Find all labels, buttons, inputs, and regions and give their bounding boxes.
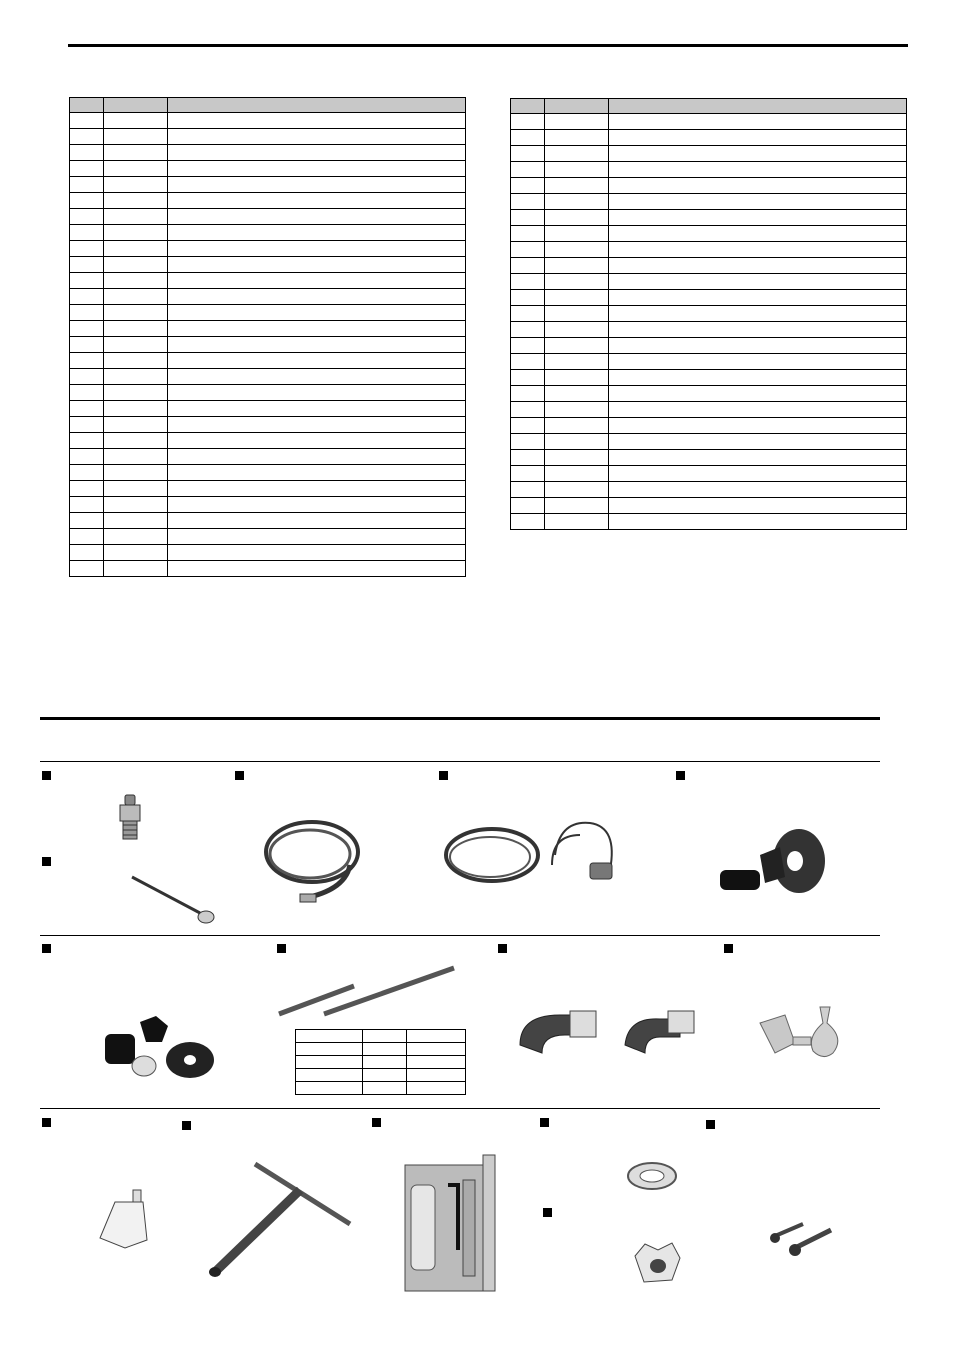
table-cell: [70, 321, 104, 337]
table-cell: [511, 370, 545, 386]
table-cell: [70, 193, 104, 209]
table-cell: [511, 386, 545, 402]
table-row: [511, 178, 907, 194]
table-cell: [168, 321, 466, 337]
table-cell: [70, 289, 104, 305]
table-row: [70, 177, 466, 193]
fuel-clunk-image: [95, 1190, 155, 1250]
table-cell: [70, 417, 104, 433]
table-cell: [104, 241, 168, 257]
needle-valve-image: [130, 873, 220, 928]
lock-washer-image: [625, 1160, 680, 1192]
table-cell: [545, 178, 609, 194]
table-cell: [609, 114, 907, 130]
item-marker: [235, 771, 244, 780]
table-cell: [168, 433, 466, 449]
table-cell: [609, 306, 907, 322]
table-row: [511, 482, 907, 498]
table-cell: [363, 1069, 407, 1082]
table-cell: [104, 289, 168, 305]
table-row: [70, 145, 466, 161]
table-cell: [511, 290, 545, 306]
table-row: [296, 1069, 466, 1082]
table-cell: [609, 498, 907, 514]
table-cell: [545, 146, 609, 162]
table-cell: [609, 402, 907, 418]
table-cell: [511, 306, 545, 322]
table-row: [70, 257, 466, 273]
table-row: [70, 161, 466, 177]
table-cell: [168, 257, 466, 273]
table-cell: [609, 418, 907, 434]
table-cell: [168, 465, 466, 481]
table-row: [70, 545, 466, 561]
table-row: [296, 1056, 466, 1069]
table-cell: [609, 466, 907, 482]
table-cell: [104, 337, 168, 353]
table-cell: [296, 1082, 363, 1095]
table-cell: [104, 385, 168, 401]
table-cell: [609, 514, 907, 530]
item-marker: [439, 771, 448, 780]
table-cell: [609, 210, 907, 226]
table-cell: [70, 257, 104, 273]
table-cell: [545, 354, 609, 370]
table-cell: [545, 114, 609, 130]
table-cell: [104, 193, 168, 209]
table-cell: [545, 322, 609, 338]
table-cell: [104, 113, 168, 129]
table-cell: [168, 305, 466, 321]
table-cell: [70, 449, 104, 465]
parts-table-left: [69, 97, 466, 577]
table-cell: [104, 401, 168, 417]
table-cell: [511, 514, 545, 530]
table-row: [70, 225, 466, 241]
table-cell: [104, 145, 168, 161]
table-row: [70, 417, 466, 433]
table-cell: [609, 434, 907, 450]
table-row: [511, 498, 907, 514]
table-row: [70, 353, 466, 369]
table-cell: [609, 290, 907, 306]
table-cell: [168, 369, 466, 385]
table-cell: [168, 561, 466, 577]
table-row: [70, 481, 466, 497]
row-divider: [40, 1108, 880, 1109]
table-cell: [168, 225, 466, 241]
table-row: [511, 434, 907, 450]
table-cell: [104, 545, 168, 561]
table-cell: [104, 417, 168, 433]
table-row: [70, 385, 466, 401]
item-marker: [498, 944, 507, 953]
table-cell: [104, 449, 168, 465]
table-cell: [511, 338, 545, 354]
item-marker: [42, 944, 51, 953]
table-row: [511, 130, 907, 146]
table-cell: [296, 1056, 363, 1069]
table-cell: [296, 1043, 363, 1056]
table-cell: [609, 258, 907, 274]
table-cell: [511, 162, 545, 178]
table-cell: [511, 210, 545, 226]
elbow-fitting-image: [510, 1005, 705, 1065]
item-marker: [182, 1121, 191, 1130]
table-row: [511, 194, 907, 210]
table-cell: [168, 353, 466, 369]
table-row: [70, 113, 466, 129]
table-cell: [70, 465, 104, 481]
table-row: [70, 273, 466, 289]
table-row: [511, 354, 907, 370]
table-cell: [545, 306, 609, 322]
table-cell: [70, 497, 104, 513]
table-cell: [104, 209, 168, 225]
table-cell: [70, 305, 104, 321]
table-cell: [70, 113, 104, 129]
table-cell: [363, 1043, 407, 1056]
table-cell: [70, 241, 104, 257]
table-row: [70, 401, 466, 417]
table-cell: [407, 1082, 466, 1095]
table-cell: [296, 1069, 363, 1082]
table-cell: [70, 401, 104, 417]
table-row: [511, 274, 907, 290]
table-row: [511, 226, 907, 242]
table-row: [70, 529, 466, 545]
table-cell: [407, 1030, 466, 1043]
table-cell: [545, 162, 609, 178]
prop-adapter-image: [100, 1012, 215, 1082]
table-cell: [70, 161, 104, 177]
table-cell: [545, 466, 609, 482]
pushrod-image: [274, 962, 464, 1022]
table-row: [70, 449, 466, 465]
table-cell: [104, 177, 168, 193]
table-cell: [70, 561, 104, 577]
table-cell: [70, 369, 104, 385]
table-cell: [70, 385, 104, 401]
table-row: [511, 114, 907, 130]
table-cell: [363, 1030, 407, 1043]
table-cell: [511, 178, 545, 194]
table-cell: [70, 545, 104, 561]
item-marker: [42, 771, 51, 780]
table-cell: [407, 1069, 466, 1082]
parts-table-right: [510, 98, 907, 530]
table-cell: [545, 482, 609, 498]
item-marker: [724, 944, 733, 953]
table-row: [70, 193, 466, 209]
table-cell: [511, 498, 545, 514]
table-cell: [511, 322, 545, 338]
table-cell: [511, 274, 545, 290]
table-row: [511, 466, 907, 482]
table-row: [70, 241, 466, 257]
table-cell: [545, 418, 609, 434]
table-row: [511, 258, 907, 274]
table-cell: [168, 209, 466, 225]
item-marker: [676, 771, 685, 780]
table-cell: [70, 513, 104, 529]
table-cell: [104, 513, 168, 529]
table-cell: [511, 402, 545, 418]
table-cell: [168, 241, 466, 257]
table-cell: [70, 433, 104, 449]
table-cell: [511, 194, 545, 210]
table-row: [511, 146, 907, 162]
table-cell: [545, 130, 609, 146]
table-row: [70, 129, 466, 145]
table-cell: [168, 161, 466, 177]
table-cell: [609, 386, 907, 402]
table-cell: [511, 258, 545, 274]
table-cell: [511, 146, 545, 162]
item-marker: [540, 1118, 549, 1127]
table-row: [511, 290, 907, 306]
table-cell: [70, 529, 104, 545]
table-cell: [407, 1056, 466, 1069]
item-marker: [706, 1120, 715, 1129]
table-cell: [104, 369, 168, 385]
table-cell: [168, 545, 466, 561]
table-cell: [104, 561, 168, 577]
table-cell: [609, 226, 907, 242]
table-cell: [545, 498, 609, 514]
table-cell: [609, 354, 907, 370]
table-cell: [70, 481, 104, 497]
table-row: [296, 1082, 466, 1095]
table-cell: [104, 273, 168, 289]
spinner-nut-image: [715, 825, 830, 905]
item-marker: [543, 1208, 552, 1217]
table-cell: [545, 226, 609, 242]
table-row: [511, 162, 907, 178]
table-header: [70, 98, 466, 113]
table-row: [511, 210, 907, 226]
table-cell: [168, 449, 466, 465]
table-cell: [168, 273, 466, 289]
item-marker: [42, 1118, 51, 1127]
table-cell: [168, 337, 466, 353]
fuel-filter-image: [755, 1003, 850, 1068]
table-cell: [407, 1043, 466, 1056]
table-cell: [609, 242, 907, 258]
table-row: [511, 386, 907, 402]
table-row: [511, 242, 907, 258]
table-row: [70, 561, 466, 577]
table-cell: [609, 274, 907, 290]
table-cell: [545, 450, 609, 466]
table-cell: [511, 418, 545, 434]
table-cell: [545, 242, 609, 258]
wire-harness-image: [440, 815, 640, 900]
table-row: [511, 402, 907, 418]
table-cell: [511, 434, 545, 450]
table-cell: [511, 242, 545, 258]
table-row: [70, 497, 466, 513]
table-cell: [104, 161, 168, 177]
blind-nut-image: [630, 1240, 685, 1288]
table-cell: [104, 225, 168, 241]
table-cell: [545, 402, 609, 418]
top-rule: [68, 44, 908, 47]
table-cell: [511, 114, 545, 130]
table-row: [511, 338, 907, 354]
section-rule: [40, 717, 880, 720]
table-cell: [70, 273, 104, 289]
table-cell: [511, 466, 545, 482]
table-cell: [70, 129, 104, 145]
table-row: [70, 289, 466, 305]
table-row: [511, 306, 907, 322]
table-cell: [168, 513, 466, 529]
table-header: [511, 99, 907, 114]
table-row: [511, 514, 907, 530]
table-cell: [168, 145, 466, 161]
table-cell: [168, 497, 466, 513]
table-cell: [609, 162, 907, 178]
table-cell: [511, 130, 545, 146]
table-cell: [511, 226, 545, 242]
table-cell: [363, 1056, 407, 1069]
table-row: [70, 513, 466, 529]
table-cell: [609, 338, 907, 354]
table-cell: [296, 1030, 363, 1043]
tool-case-image: [403, 1155, 498, 1295]
item-marker: [372, 1118, 381, 1127]
table-cell: [168, 385, 466, 401]
table-cell: [545, 434, 609, 450]
table-cell: [104, 305, 168, 321]
table-cell: [609, 146, 907, 162]
table-row: [70, 209, 466, 225]
table-cell: [168, 193, 466, 209]
table-cell: [168, 401, 466, 417]
spec-table: [295, 1029, 466, 1095]
table-cell: [70, 225, 104, 241]
table-cell: [609, 322, 907, 338]
table-cell: [609, 178, 907, 194]
table-cell: [545, 386, 609, 402]
table-cell: [511, 482, 545, 498]
table-cell: [609, 450, 907, 466]
table-row: [70, 369, 466, 385]
table-cell: [363, 1082, 407, 1095]
row-divider: [40, 761, 880, 762]
table-cell: [545, 514, 609, 530]
table-row: [296, 1030, 466, 1043]
table-row: [511, 450, 907, 466]
table-cell: [545, 274, 609, 290]
table-cell: [545, 338, 609, 354]
table-cell: [168, 289, 466, 305]
table-cell: [104, 433, 168, 449]
table-row: [511, 418, 907, 434]
table-cell: [168, 529, 466, 545]
table-cell: [545, 194, 609, 210]
table-cell: [70, 353, 104, 369]
table-cell: [511, 354, 545, 370]
glow-plug-image: [110, 795, 150, 845]
table-cell: [168, 113, 466, 129]
table-row: [70, 465, 466, 481]
table-row: [70, 305, 466, 321]
table-cell: [545, 210, 609, 226]
table-cell: [609, 482, 907, 498]
item-marker: [277, 944, 286, 953]
item-marker: [42, 857, 51, 866]
table-cell: [70, 177, 104, 193]
fuel-tubing-image: [260, 810, 370, 910]
table-cell: [104, 129, 168, 145]
table-row: [296, 1043, 466, 1056]
table-row: [70, 433, 466, 449]
table-cell: [70, 337, 104, 353]
table-cell: [168, 481, 466, 497]
table-cell: [168, 177, 466, 193]
table-cell: [104, 497, 168, 513]
table-row: [511, 322, 907, 338]
table-cell: [70, 209, 104, 225]
table-cell: [545, 290, 609, 306]
table-cell: [609, 194, 907, 210]
table-cell: [609, 130, 907, 146]
table-cell: [104, 465, 168, 481]
table-cell: [70, 145, 104, 161]
table-cell: [545, 258, 609, 274]
table-cell: [545, 370, 609, 386]
table-cell: [104, 353, 168, 369]
table-row: [70, 321, 466, 337]
table-row: [70, 337, 466, 353]
table-row: [511, 370, 907, 386]
table-cell: [104, 529, 168, 545]
table-cell: [168, 129, 466, 145]
row-divider: [40, 935, 880, 936]
table-cell: [168, 417, 466, 433]
table-cell: [104, 321, 168, 337]
table-cell: [104, 481, 168, 497]
table-cell: [511, 450, 545, 466]
table-cell: [609, 370, 907, 386]
t-wrench-image: [200, 1160, 355, 1280]
cap-screws-image: [765, 1218, 840, 1258]
table-cell: [104, 257, 168, 273]
